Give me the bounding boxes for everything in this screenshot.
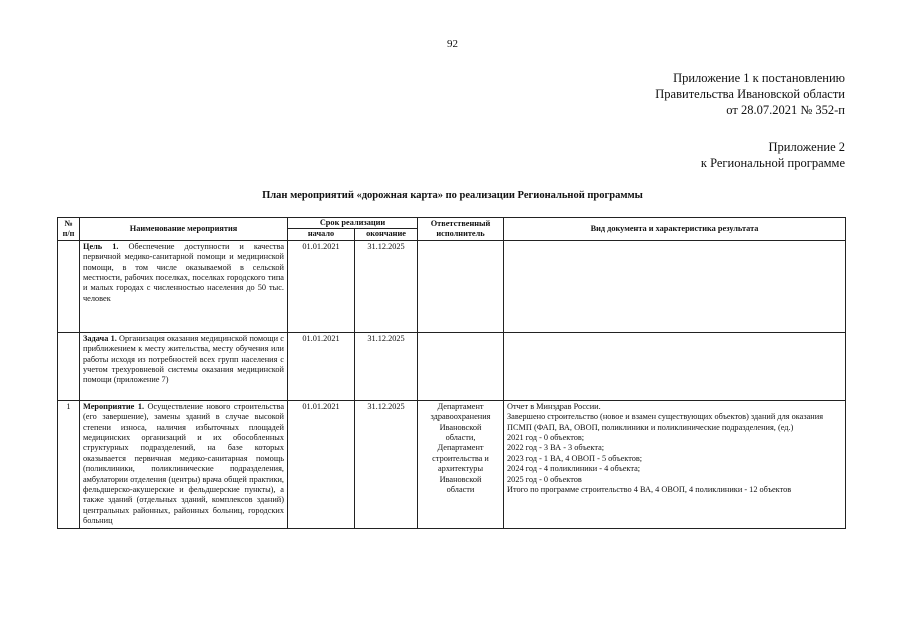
row-responsible: [418, 240, 504, 332]
result-line: 2022 год - 3 ВА - 3 объекта;: [507, 443, 605, 453]
row-responsible: [418, 332, 504, 400]
row-name: [80, 240, 288, 332]
result-line: 2023 год - 1 ВА, 4 ОВОП - 5 объектов;: [507, 453, 643, 463]
row-text: Организация оказания медицинской помощи с приближением к месту жительства, месту обучения или работы исходя из потребностей всех групп населения с учетом трехуровневой системы оказания медицинской помощи (приложение 7): [83, 333, 284, 385]
row-start: 01.01.2021: [288, 400, 355, 528]
appendix-1-line: Правительства Ивановской области: [655, 87, 845, 101]
row-end: 31.12.2025: [355, 240, 418, 332]
row-result: [504, 240, 846, 332]
responsible-line: архитектуры: [437, 464, 484, 474]
result-line: 2025 год - 0 объектов: [507, 474, 582, 484]
document-title: План мероприятий «дорожная карта» по реализации Региональной программы: [262, 190, 643, 201]
row-num: [58, 240, 80, 332]
row-label: Мероприятие 1.: [83, 401, 145, 411]
table-row-task: [58, 332, 846, 400]
header-responsible: Ответственный исполнитель: [418, 218, 504, 241]
row-start: 01.01.2021: [288, 332, 355, 400]
responsible-line: Ивановской: [439, 422, 482, 432]
row-name: [80, 400, 288, 528]
result-line: 2021 год - 0 объектов;: [507, 433, 585, 443]
roadmap-table: [57, 217, 846, 529]
appendix-1-line: Приложение 1 к постановлению: [673, 71, 845, 85]
appendix-1-header: [655, 70, 845, 118]
table-row-activity: [58, 400, 846, 528]
appendix-2-header: [701, 139, 845, 171]
header-term: Срок реализации: [288, 218, 418, 229]
row-num: [58, 332, 80, 400]
result-line: 2024 год - 4 поликлиники - 4 объекта;: [507, 464, 641, 474]
responsible-line: строительства и: [432, 453, 489, 463]
row-num: 1: [58, 400, 80, 528]
responsible-line: Департамент: [437, 443, 484, 453]
table-row-goal: [58, 240, 846, 332]
row-result: [504, 332, 846, 400]
row-end: 31.12.2025: [355, 332, 418, 400]
row-result: [504, 400, 846, 528]
appendix-2-line: Приложение 2: [768, 140, 845, 154]
responsible-line: здравоохранения: [430, 412, 491, 422]
header-start: начало: [288, 229, 355, 240]
header-name: Наименование мероприятия: [80, 218, 288, 241]
result-line: Итого по программе строительство 4 ВА, 4 ОВОП, 4 поликлиники - 12 объектов: [507, 485, 792, 495]
responsible-line: области: [446, 485, 475, 495]
header-result: Вид документа и характеристика результата: [504, 218, 846, 241]
row-start: 01.01.2021: [288, 240, 355, 332]
appendix-1-line: от 28.07.2021 № 352-п: [726, 103, 845, 117]
result-line: Отчет в Минздрав России.: [507, 401, 601, 411]
responsible-line: Ивановской: [439, 474, 482, 484]
responsible-line: Департамент: [437, 401, 484, 411]
header-num: № п/п: [58, 218, 80, 241]
row-text: Осуществление нового строительства (его завершение), замены зданий в случае высокой степени износа, наличия избыточных площадей медицинских организаций и их обособленных структурных подразделений, на базе которых оказывается первичная медико-санитарная помощь (поликлиники, поликлинические подразделения, амбулатории отделения (центры) врача общей практики, фельдшерско-акушерские и фельдшерские пункты), а также зданий (отдельных зданий, комплексов зданий) центральных районных, районных больниц, городских больниц: [83, 401, 285, 526]
page-number: 92: [447, 38, 458, 50]
result-line: Завершено строительство (новое и взамен существующих объектов) зданий для оказания ПСМП (ФАП, ВА, ОВОП, поликлиники и поликлинические подразделения, (ед.): [507, 412, 824, 432]
appendix-2-line: к Региональной программе: [700, 156, 845, 170]
responsible-line: области,: [445, 433, 476, 443]
row-responsible: [418, 400, 504, 528]
row-text: Обеспечение доступности и качества первичной медико-санитарной помощи и медицинской помощи, в том числе оказываемой в сельской местности, рабочих поселках, поселках городского типа и малых городах с численностью населения до 50 тыс. человек: [83, 241, 285, 303]
row-label: Задача 1.: [83, 333, 117, 343]
row-end: 31.12.2025: [355, 400, 418, 528]
row-label: Цель 1.: [83, 241, 119, 251]
header-end: окончание: [355, 229, 418, 240]
row-name: [80, 332, 288, 400]
